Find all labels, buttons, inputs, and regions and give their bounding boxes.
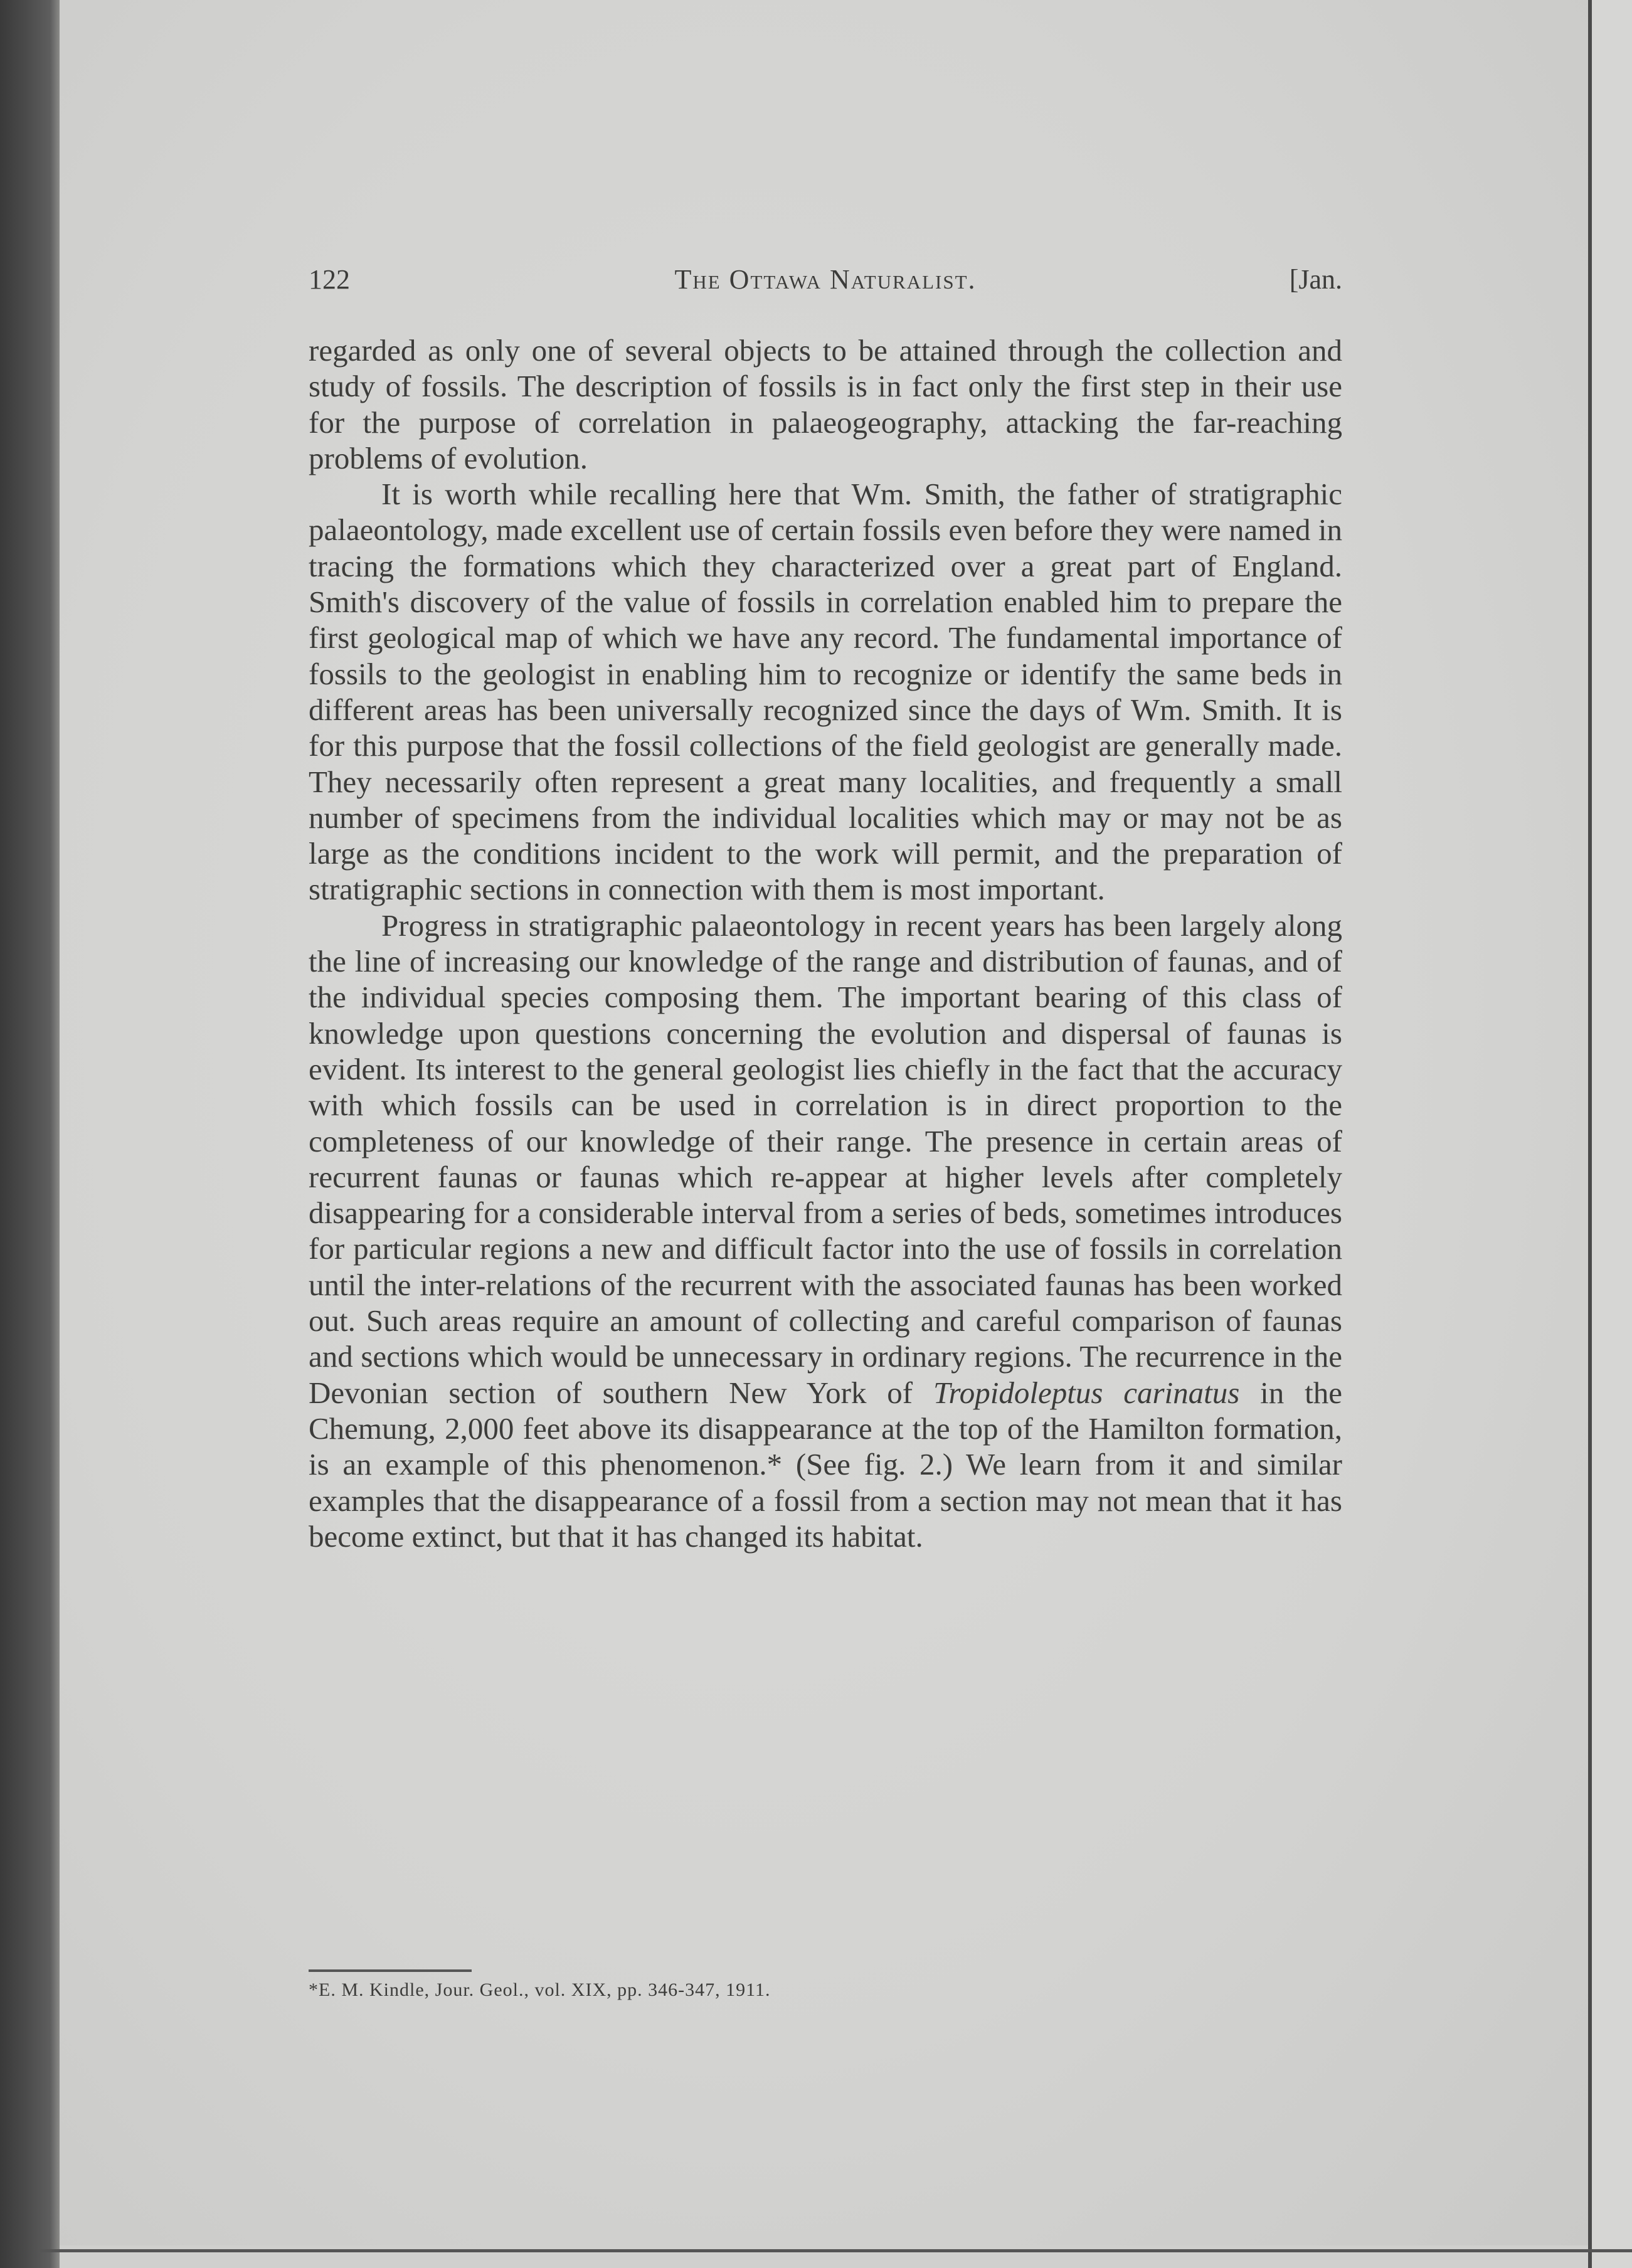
running-title: The Ottawa Naturalist. — [674, 264, 977, 295]
footnote: *E. M. Kindle, Jour. Geol., vol. XIX, pp. 346-347, 1911. — [309, 1979, 771, 2000]
paragraph-3 — [309, 908, 1342, 1554]
species-name: Tropidoleptus carinatus — [933, 1375, 1240, 1410]
right-margin — [1592, 0, 1632, 2268]
footnote-rule — [309, 1969, 472, 1972]
bottom-edge-rule — [38, 2249, 1632, 2252]
paragraph-3-text-before: Progress in stratigraphic palaeontology in recent years has been largely along the line of increasing our knowledge of the range and distribution of faunas, and of the individual species composing them. The important bearing of this class of knowledge upon questions concerning the evolution and dispersal of faunas is evident. Its interest to the general geologist lies chiefly in the fact that the accuracy with which fossils can be used in correlation is in direct proportion to the completeness of our knowledge of their range. The presence in certain areas of recurrent faunas or faunas which re-appear at higher levels after completely disappearing for a considerable interval from a series of beds, sometimes introduces for particular regions a new and difficult factor into the use of fossils in correlation until the inter-relations of the recurrent with the associated faunas has been worked out. Such areas require an amount of collecting and careful comparison of faunas and sections which would be unnecessary in ordinary regions. The recurrence in the Devonian section of southern New York of — [309, 908, 1342, 1410]
book-spine-shadow — [0, 0, 60, 2268]
page-number: 122 — [309, 264, 350, 295]
paragraph-2: It is worth while recalling here that Wm. Smith, the father of stratigraphic palaeontology, made excellent use of certain fossils even before they were named in tracing the formations which they characterized over a great part of England. Smith's discovery of the value of fossils in correlation enabled him to prepare the first geological map of which we have any record. The fundamental importance of fossils to the geologist in enabling him to recognize or identify the same beds in different areas has been universally recognized since the days of Wm. Smith. It is for this purpose that the fossil collections of the field geologist are generally made. They necessarily often represent a great many localities, and frequently a small number of specimens from the individual localities which may or may not be as large as the conditions incident to the work will permit, and the preparation of stratigraphic sections in connection with them is most important. — [309, 477, 1342, 907]
body-text — [309, 332, 1342, 1554]
section-month: [Jan. — [1289, 264, 1342, 295]
paragraph-3-text-after: in the Chemung, 2,000 feet above its disappearance at the top of the Hamilton formation, is an example of this phenomenon.* (See fig. 2.) We learn from it and similar examples that the disappearance of a fossil from a section may not mean that it has become extinct, but that it has changed its habitat. — [309, 1375, 1342, 1554]
paragraph-1: regarded as only one of several objects to be attained through the collection and study of fossils. The description of fossils is in fact only the first step in their use for the purpose of correlation in palaeogeography, attacking the far-reaching problems of evolution. — [309, 333, 1342, 475]
running-header — [309, 263, 1342, 307]
